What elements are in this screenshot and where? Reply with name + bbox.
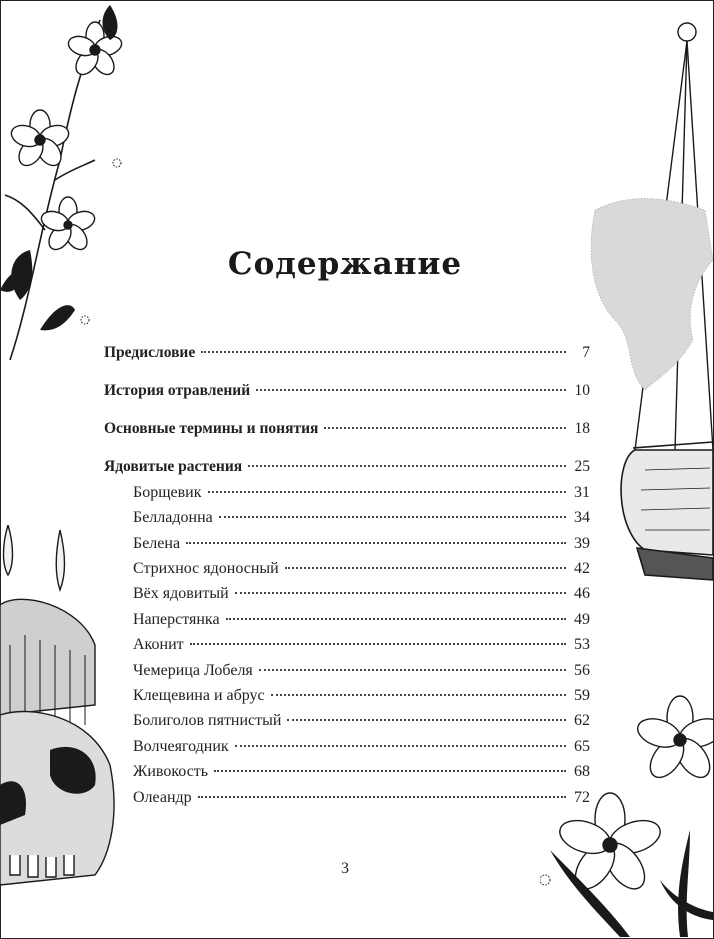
dot-leader xyxy=(235,592,566,594)
toc-entry-label: Волчеягодник xyxy=(133,737,229,755)
dot-leader xyxy=(285,567,566,569)
dot-leader xyxy=(256,389,566,391)
toc-subentry[interactable] xyxy=(104,734,590,759)
toc-entry-page: 65 xyxy=(574,737,590,755)
toc-entry-label: Борщевик xyxy=(133,483,202,501)
page-number: 3 xyxy=(341,860,349,877)
toc-entry-label: Белладонна xyxy=(133,509,213,527)
toc-entry-page: 31 xyxy=(574,483,590,501)
toc-entry-label: Стрихнос ядоносный xyxy=(133,559,279,577)
page-title: Содержание xyxy=(227,246,463,282)
toc-subentry[interactable] xyxy=(104,607,590,632)
toc-entry[interactable] xyxy=(104,454,590,479)
dot-leader xyxy=(226,618,566,620)
toc-entry-page: 18 xyxy=(574,420,590,438)
toc-entry[interactable] xyxy=(104,378,590,403)
toc-entry-page: 10 xyxy=(574,382,590,400)
dot-leader xyxy=(324,427,566,429)
toc-subentry[interactable] xyxy=(104,683,590,708)
toc-subentry[interactable] xyxy=(104,785,590,810)
toc-subentry[interactable] xyxy=(104,632,590,657)
toc-entry-page: 53 xyxy=(574,636,590,654)
dot-leader xyxy=(201,351,566,353)
toc-subentry[interactable] xyxy=(104,480,590,505)
toc-entry-page: 7 xyxy=(582,344,590,361)
toc-entry-label: Ядовитые растения xyxy=(104,458,243,476)
toc-entry-label: Вёх ядовитый xyxy=(133,585,229,603)
toc-entry-page: 68 xyxy=(574,763,590,781)
toc-entry-page: 25 xyxy=(574,458,590,476)
toc-entry-label: Клещевина и абрус xyxy=(133,686,265,704)
toc-entry-label: Аконит xyxy=(133,636,184,654)
toc-entry-label: Живокость xyxy=(133,763,209,781)
hanging-pot-illustration xyxy=(575,10,713,600)
toc-subentry[interactable] xyxy=(104,505,590,530)
dot-leader xyxy=(219,516,566,518)
toc-entry-label: История отравлений xyxy=(104,382,251,400)
toc-subentry[interactable] xyxy=(104,708,590,733)
toc-entry-page: 49 xyxy=(574,610,590,628)
toc-entry-page: 72 xyxy=(574,788,590,806)
toc-entry[interactable] xyxy=(104,340,590,365)
toc-entry-page: 34 xyxy=(574,509,590,527)
toc-entry-label: Болиголов пятнистый xyxy=(133,712,282,730)
toc-entry-page: 46 xyxy=(574,585,590,603)
dot-leader xyxy=(214,770,566,772)
toc-entry-page: 56 xyxy=(574,661,590,679)
toc-entry-label: Чемерица Лобеля xyxy=(133,661,253,679)
toc-subentry[interactable] xyxy=(104,556,590,581)
dot-leader xyxy=(259,669,566,671)
toc-entry[interactable] xyxy=(104,416,590,441)
dot-leader xyxy=(235,745,566,747)
toc-entry-label: Олеандр xyxy=(133,788,192,806)
toc-subentry[interactable] xyxy=(104,531,590,556)
dot-leader xyxy=(186,542,566,544)
blossom-branch-illustration xyxy=(0,0,150,370)
dot-leader xyxy=(208,491,567,493)
toc-entry-page: 59 xyxy=(574,686,590,704)
toc-entry-label: Предисловие xyxy=(104,344,196,361)
dot-leader xyxy=(287,719,566,721)
toc-subentry[interactable] xyxy=(104,658,590,683)
dot-leader xyxy=(190,643,566,645)
toc-entry-page: 62 xyxy=(574,712,590,730)
toc-subentry[interactable] xyxy=(104,581,590,606)
toc-subentry[interactable] xyxy=(104,759,590,784)
toc-entry-page: 42 xyxy=(574,559,590,577)
toc-entry-label: Наперстянка xyxy=(133,610,220,628)
dot-leader xyxy=(248,465,566,467)
dot-leader xyxy=(271,694,566,696)
toc-entry-label: Белена xyxy=(133,534,181,552)
dot-leader xyxy=(198,796,566,798)
table-of-contents xyxy=(104,340,590,810)
toc-entry-page: 39 xyxy=(574,534,590,552)
toc-entry-label: Основные термины и понятия xyxy=(104,420,319,438)
